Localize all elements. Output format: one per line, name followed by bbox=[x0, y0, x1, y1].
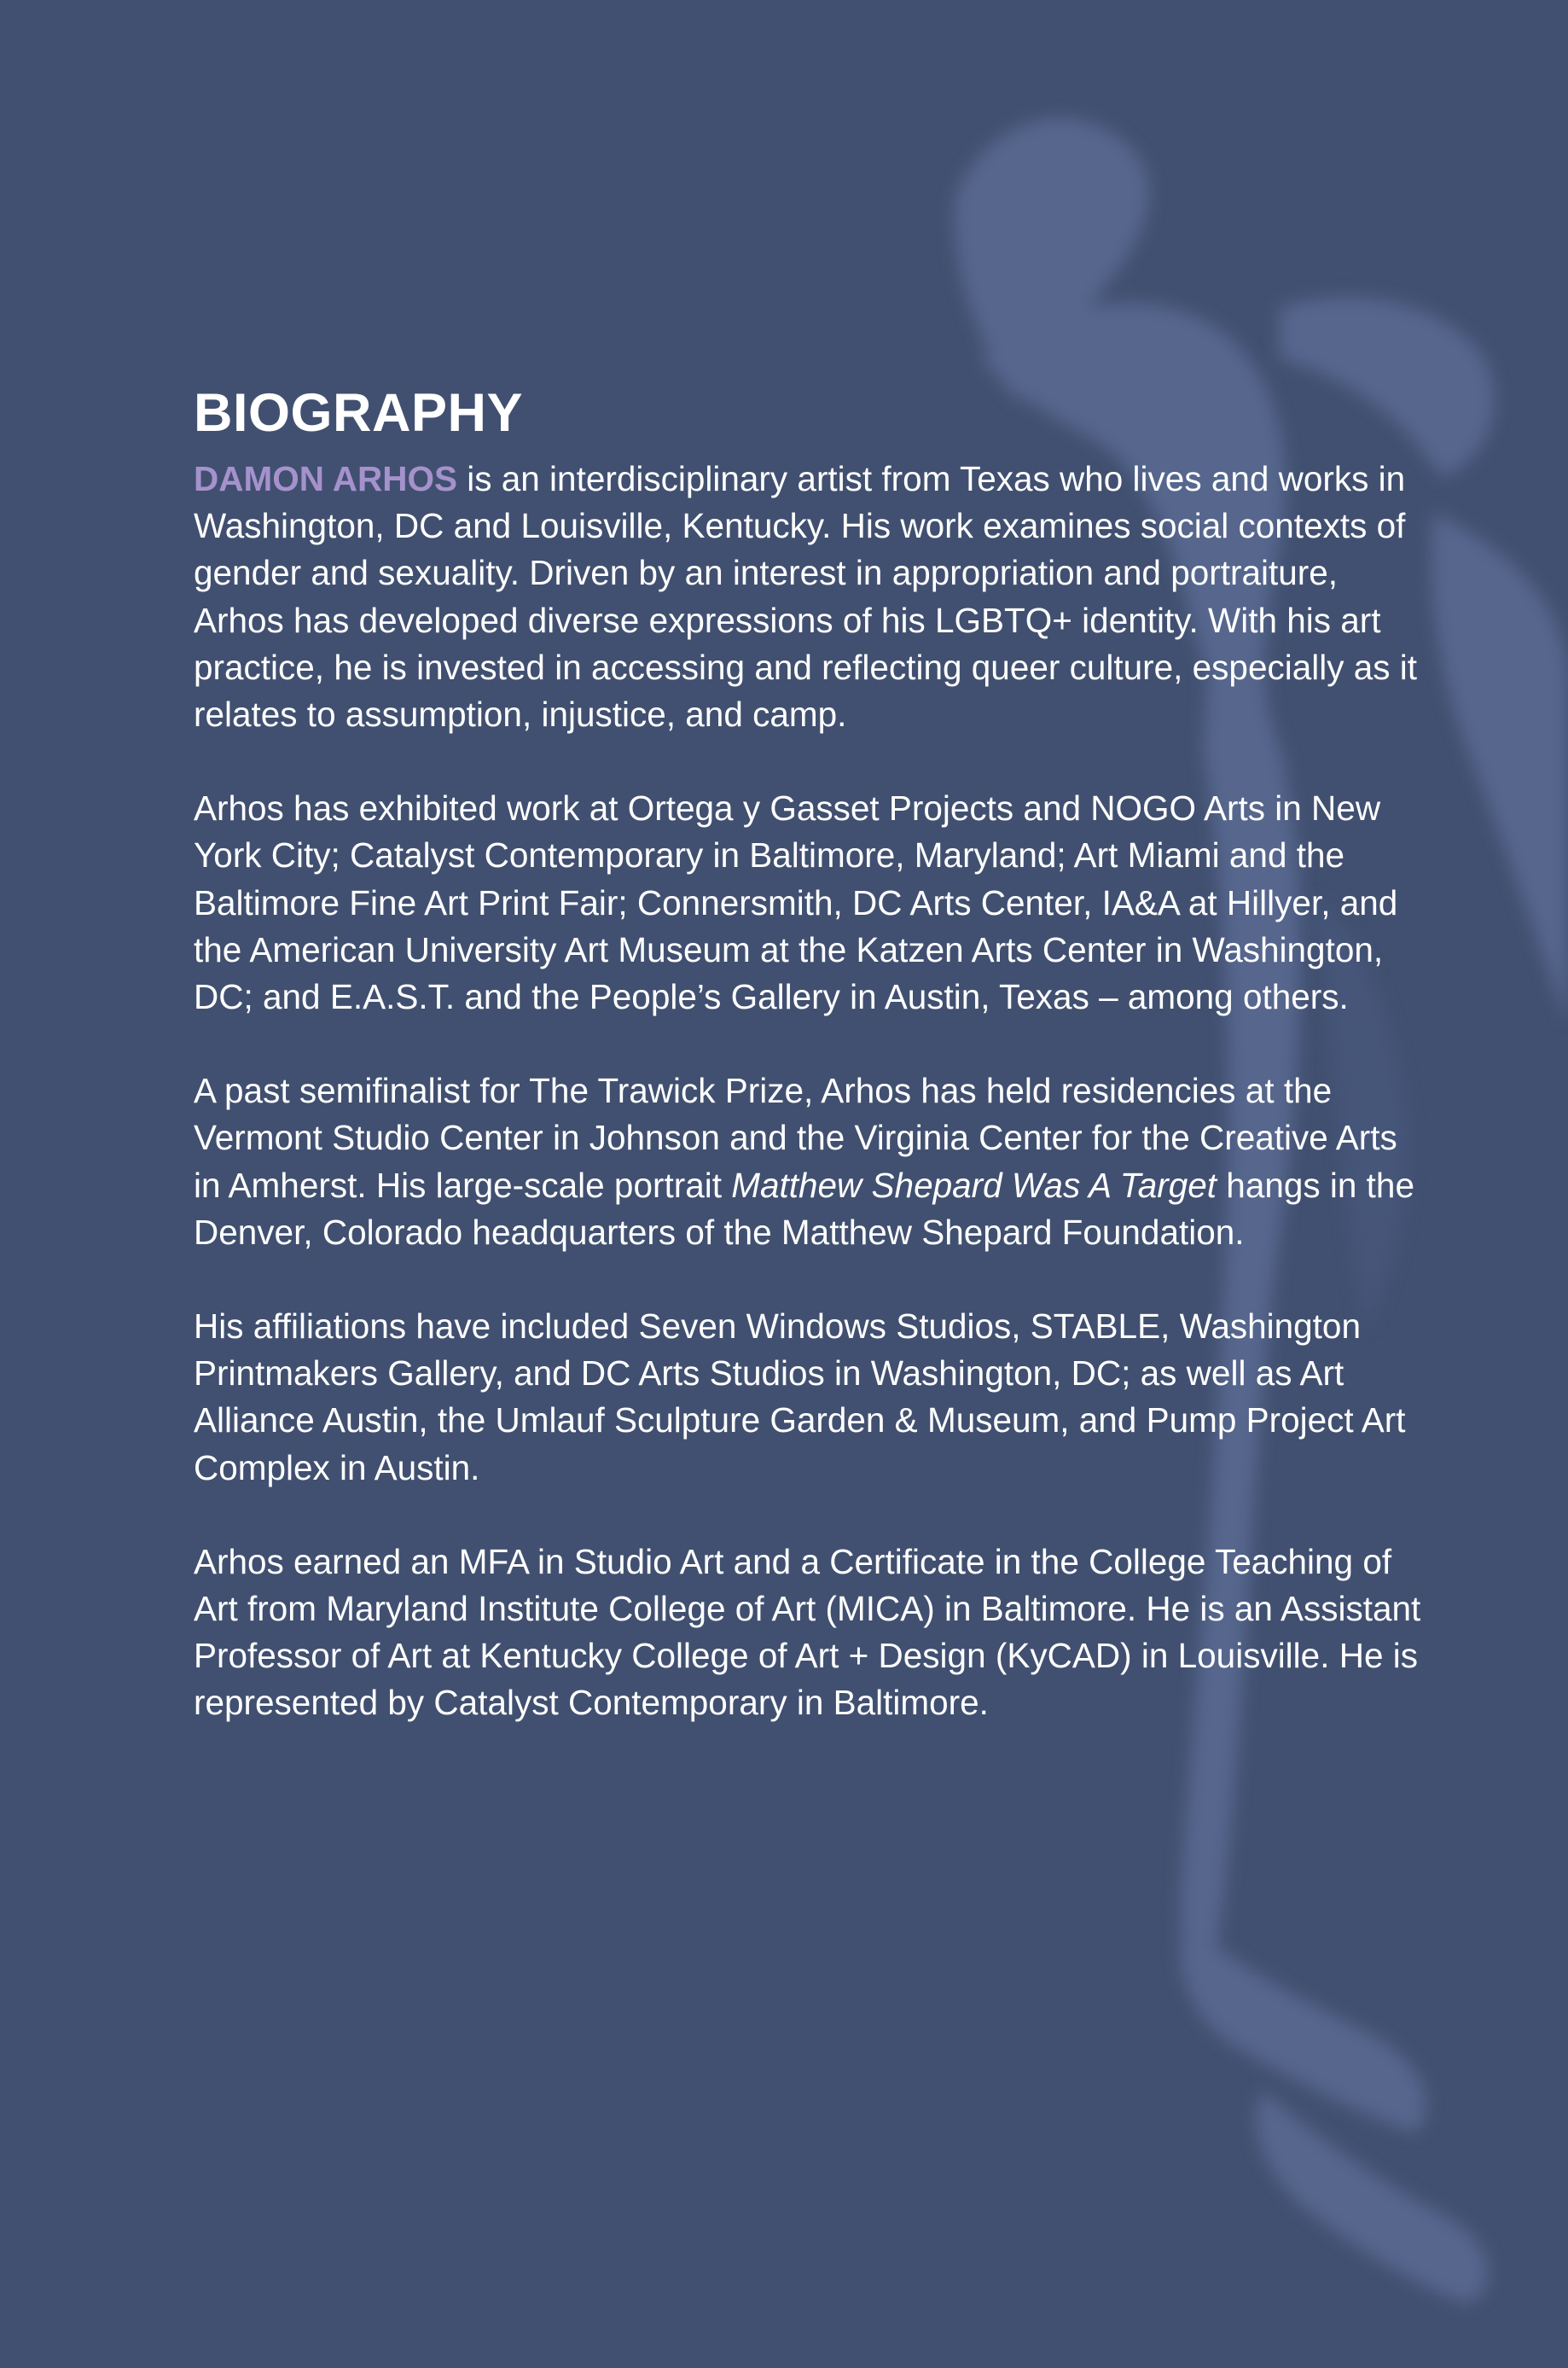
biography-section bbox=[194, 382, 1422, 1774]
artwork-title: Matthew Shepard Was A Target bbox=[731, 1165, 1217, 1205]
bio-paragraph-4: His affiliations have included Seven Windows Studios, STABLE, Washington Printmakers Gallery, and DC Arts Studios in Washington, DC; as well as Art Alliance Austin, the Umlauf Sculpture Garden & Museum, and Pump Project Art Complex in Austin. bbox=[194, 1306, 1406, 1487]
bio-paragraph-1-text: is an interdisciplinary artist from Texas who lives and works in Washington, DC and Louisville, Kentucky. His work examines social contexts of gender and sexuality. Driven by an interest in appropriation and portraiture, Arhos has developed diverse expressions of his LGBTQ+ identity. With his art practice, he is invested in accessing and reflecting queer culture, especially as it relates to assumption, injustice, and camp. bbox=[194, 459, 1418, 735]
bio-paragraph-3-text-after: hangs in the Denver, Colorado headquarters of the Matthew Shepard Foundation. bbox=[194, 1165, 1414, 1252]
bio-paragraph-3 bbox=[194, 1068, 1422, 1256]
page-title: BIOGRAPHY bbox=[194, 383, 524, 443]
bio-paragraph-5: Arhos earned an MFA in Studio Art and a Certificate in the College Teaching of Art from Maryland Institute College of Art (MICA) in Baltimore. He is an Assistant Professor of Art at Kentucky College of Art + Design (KyCAD) in Louisville. He is represented by Catalyst Contemporary in Baltimore. bbox=[194, 1541, 1421, 1723]
artist-name: DAMON ARHOS bbox=[194, 459, 457, 498]
bio-paragraph-2: Arhos has exhibited work at Ortega y Gasset Projects and NOGO Arts in New York City; Catalyst Contemporary in Baltimore, Maryland; Art Miami and the Baltimore Fine Art Print Fair; Connersmith, DC Arts Center, IA&A at Hillyer, and the American University Art Museum at the Katzen Arts Center in Washington, DC; and E.A.S.T. and the People’s Gallery in Austin, Texas – among others. bbox=[194, 788, 1398, 1017]
bio-paragraph-3-text-before: A past semifinalist for The Trawick Prize, Arhos has held residencies at the Vermont Studio Center in Johnson and the Virginia Center for the Creative Arts in Amherst. His large-scale portrait bbox=[194, 1071, 1397, 1205]
bio-paragraph-1 bbox=[194, 456, 1422, 738]
